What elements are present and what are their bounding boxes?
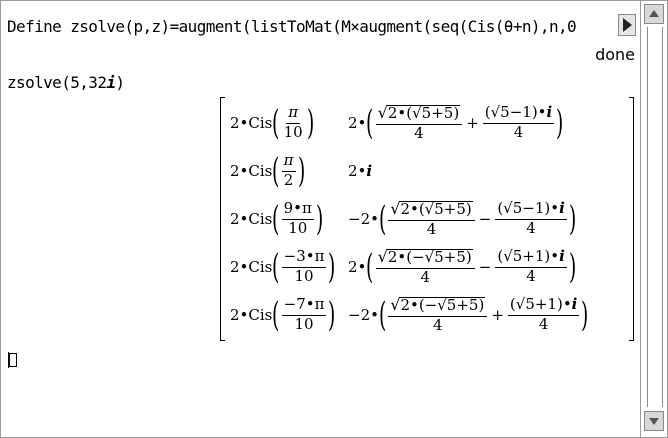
real-part-numerator: √ 2•(−√5+5) [376, 249, 475, 269]
right-paren: ) [581, 295, 589, 335]
angle-numerator: π [282, 153, 296, 172]
imag-part-numerator [483, 105, 554, 124]
scroll-right-button[interactable] [618, 14, 636, 36]
zsolve-input-prefix: zsolve(5,32 [7, 73, 107, 92]
matrix-cell-modulus-arg [230, 243, 336, 291]
imag-part-fraction [495, 201, 566, 237]
imag-part-fraction [495, 249, 566, 285]
matrix-right-bracket [629, 97, 634, 341]
imag-part-denominator: 4 [538, 315, 549, 333]
imaginary-unit: i [559, 199, 565, 218]
real-part-numerator: √ 2•(√5+5) [388, 201, 475, 221]
angle-numerator: 9•π [282, 201, 314, 220]
angle-fraction [282, 297, 327, 333]
imag-part-denominator: 4 [526, 267, 536, 285]
cis-coefficient: 2•Cis [230, 258, 273, 276]
result-done: done [595, 45, 635, 64]
operator: − [478, 258, 492, 276]
left-paren: ( [366, 247, 374, 287]
imag-part-numerator [508, 297, 579, 316]
angle-numerator: −3•π [282, 249, 327, 268]
right-paren: ) [306, 103, 315, 143]
imag-part-fraction [483, 105, 554, 141]
real-part-fraction [376, 102, 463, 142]
right-paren: ) [297, 151, 305, 191]
real-part-denominator: 4 [420, 267, 430, 286]
imag-term: (√5+1)• [509, 295, 572, 314]
angle-denominator: 10 [283, 123, 303, 141]
left-paren: ( [366, 103, 374, 143]
scroll-down-button[interactable] [644, 411, 664, 431]
triangle-up-icon [645, 5, 663, 23]
scroll-track[interactable] [647, 27, 663, 407]
result-matrix [220, 97, 634, 341]
lead-factor: 2• [348, 258, 367, 276]
lead-factor: −2• [348, 210, 379, 228]
angle-denominator: 10 [294, 315, 314, 333]
imaginary-unit: i [559, 247, 565, 266]
real-part-numerator: √ 2•(√5+5) [376, 105, 463, 125]
real-part-denominator: 4 [414, 123, 424, 142]
cis-coefficient: 2•Cis [230, 210, 273, 228]
imag-part-numerator [495, 201, 566, 220]
left-paren: ( [272, 295, 280, 335]
zsolve-input-suffix: ) [115, 73, 125, 92]
real-part-denominator: 4 [426, 219, 437, 238]
angle-numerator: −7•π [282, 297, 327, 316]
imag-part-numerator [495, 249, 566, 268]
imaginary-unit: i [106, 73, 116, 92]
imaginary-unit: i [546, 103, 553, 122]
left-paren: ( [378, 295, 387, 335]
angle-fraction [282, 153, 296, 189]
right-paren: ) [328, 247, 336, 287]
vertical-scrollbar[interactable] [640, 1, 667, 437]
real-part-fraction [376, 246, 475, 286]
left-paren: ( [272, 199, 280, 239]
angle-fraction [282, 249, 327, 285]
matrix-cell-rectangular [348, 291, 589, 339]
right-paren: ) [568, 247, 577, 287]
cis-coefficient: 2•Cis [230, 306, 273, 324]
simple-value: 2• [348, 162, 367, 180]
operator: + [491, 306, 504, 324]
left-paren: ( [272, 151, 280, 191]
angle-fraction [282, 105, 305, 141]
define-input-text: Define zsolve(p,z)=augment(listToMat(M×augment(seq(Cis(θ+n),n,0 [7, 17, 577, 36]
real-part-fraction [388, 198, 475, 238]
radicand: 2•(−√5+5) [387, 247, 472, 266]
matrix-cell-rectangular [348, 243, 576, 291]
play-right-icon [619, 15, 635, 35]
imag-term: (√5−1)• [484, 103, 547, 122]
cis-coefficient: 2•Cis [230, 162, 273, 180]
imag-part-denominator: 4 [526, 219, 536, 237]
right-paren: ) [328, 295, 336, 335]
imaginary-unit: i [366, 162, 373, 180]
angle-denominator: 10 [288, 219, 308, 237]
angle-denominator: 2 [283, 171, 294, 189]
imag-part-fraction [508, 297, 579, 333]
real-part-denominator: 4 [433, 315, 443, 334]
matrix-cell-modulus-arg [230, 195, 323, 243]
empty-input-line[interactable] [9, 353, 17, 367]
left-paren: ( [272, 247, 280, 287]
real-part-fraction [388, 294, 487, 334]
real-part-numerator: √ 2•(−√5+5) [388, 297, 487, 317]
left-paren: ( [378, 199, 387, 239]
lead-factor: 2• [348, 114, 367, 132]
imag-term: (√5+1)• [497, 247, 560, 266]
angle-denominator: 10 [294, 267, 314, 285]
imaginary-unit: i [571, 295, 578, 314]
triangle-down-icon [645, 412, 663, 430]
matrix-cell-modulus-arg [230, 291, 336, 339]
radicand: 2•(−√5+5) [400, 295, 485, 314]
define-input-line[interactable] [7, 17, 576, 36]
left-paren: ( [272, 103, 280, 143]
right-paren: ) [315, 199, 324, 239]
matrix-left-bracket [220, 97, 225, 341]
zsolve-input-line[interactable] [7, 73, 124, 92]
lead-factor: −2• [348, 306, 379, 324]
matrix-cell-modulus-arg [230, 99, 314, 147]
matrix-cell-rectangular [348, 195, 576, 243]
radicand: 2•(√5+5) [387, 103, 460, 122]
scroll-up-button[interactable] [644, 4, 664, 24]
matrix-cell-modulus-arg [230, 147, 305, 195]
operator: − [478, 210, 492, 228]
scroll-thumb[interactable] [648, 27, 662, 402]
angle-fraction [282, 201, 314, 237]
imag-part-denominator: 4 [513, 123, 524, 141]
matrix-cell-rectangular [348, 99, 564, 147]
right-paren: ) [568, 199, 577, 239]
angle-numerator: π [286, 105, 300, 124]
operator: + [466, 114, 479, 132]
imag-term: (√5−1)• [497, 199, 560, 218]
radicand: 2•(√5+5) [400, 199, 472, 218]
right-paren: ) [556, 103, 564, 143]
cis-coefficient: 2•Cis [230, 114, 273, 132]
matrix-cell-rectangular [348, 147, 372, 195]
